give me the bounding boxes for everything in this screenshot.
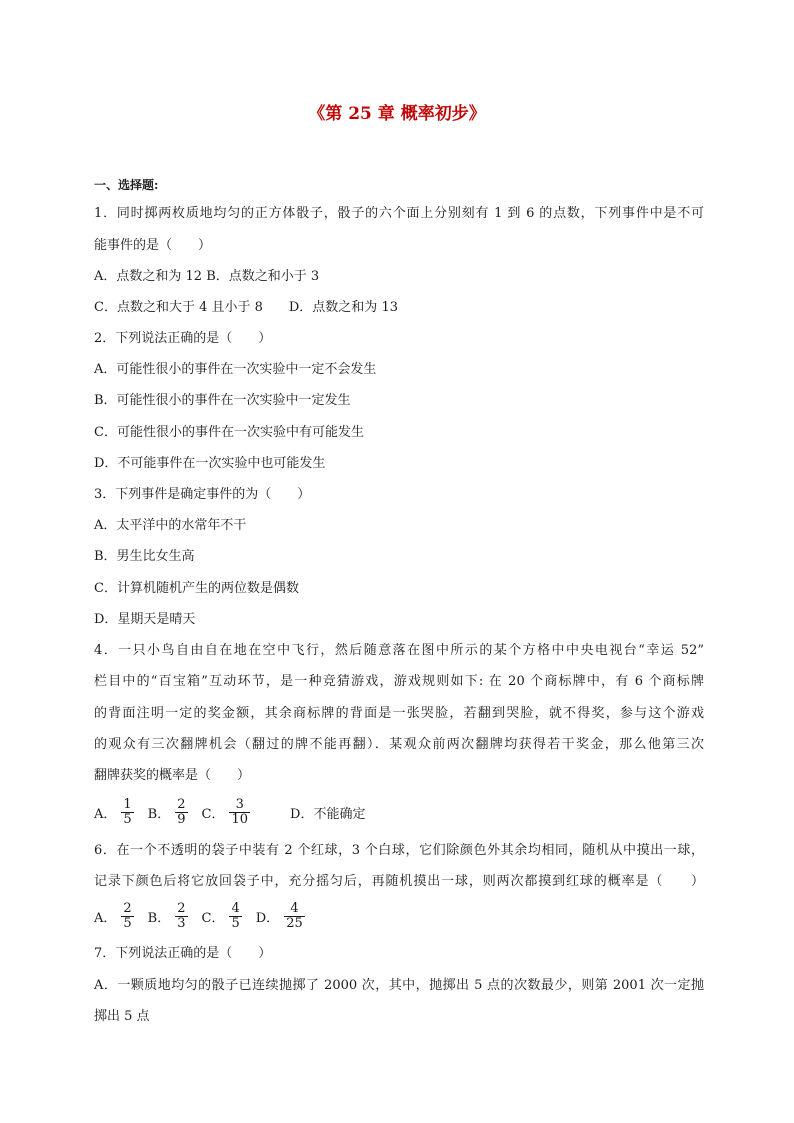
q6-option-d: D． $\frac{4}{25}$ [255,900,303,931]
q6-option-a: A． $\frac{2}{5}$ [94,900,132,931]
q4-option-c: C． $\frac{3}{10}$ [201,796,249,827]
q6-stem-line-1: 6．在一个不透明的袋子中装有 2 个红球，3 个白球，它们除颜色外其余均相同，随机从中摸出一球， [94,843,704,858]
section-heading: 一、选择题: [94,178,159,192]
q3-option-b: B．男生比女生高 [94,549,195,564]
q4-option-d: D．不能确定 [290,806,366,822]
q6-option-b: B． $\frac{2}{3}$ [147,900,186,931]
q4-stem-line-5: 翻牌获奖的概率是（ ） [94,768,251,783]
q4-stem-line-4: 的观众有三次翻牌机会（翻过的牌不能再翻）．某观众前两次翻牌均获得若干奖金，那么他第三次 [94,737,704,752]
q2-option-a: A．可能性很小的事件在一次实验中一定不会发生 [94,362,377,377]
q2-option-d: D．不可能事件在一次实验中也可能发生 [94,456,326,471]
q1-options-line-1: A．点数之和为 12 B．点数之和小于 3 [94,269,320,284]
fraction: $\frac{4}{25}$ [286,900,303,931]
q4-stem-line-2: 栏目中的“百宝箱”互动环节，是一种竞猜游戏，游戏规则如下: 在 20 个商标牌中，有 6 个商标牌 [94,674,704,689]
q1-stem-line-1: 1．同时掷两枚质地均匀的正方体骰子，骰子的六个面上分别刻有 1 到 6 的点数，下列事件中是不可 [94,206,704,221]
q7-option-a-line-1: A．一颗质地均匀的骰子已连续抛掷了 2000 次，其中，抛掷出 5 点的次数最少，则第 2001 次一定抛 [94,978,704,993]
q4-stem-line-1: 4．一只小鸟自由自在地在空中飞行，然后随意落在图中所示的某个方格中中央电视台“幸运 52” [94,643,704,658]
q2-option-b: B．可能性很小的事件在一次实验中一定发生 [94,393,351,408]
q3-option-d: D．星期天是晴天 [94,612,196,627]
q1-options-line-2: C．点数之和大于 4 且小于 8 D．点数之和为 13 [94,300,398,315]
q3-stem: 3．下列事件是确定事件的为（ ） [94,487,311,502]
q6-stem-line-2: 记录下颜色后将它放回袋子中，充分摇匀后，再随机摸出一球，则两次都摸到红球的概率是（ ） [94,874,704,889]
q4-options [94,797,365,827]
fraction: $\frac{3}{10}$ [231,796,249,827]
q6-options [94,901,305,931]
q7-stem: 7．下列说法正确的是（ ） [94,946,272,961]
fraction: $\frac{2}{5}$ [123,900,132,931]
q7-option-a-line-2: 掷出 5 点 [94,1009,150,1024]
fraction: $\frac{2}{9}$ [177,796,186,827]
q4-stem-line-3: 的背面注明一定的奖金额，其余商标牌的背面是一张哭脸，若翻到哭脸，就不得奖，参与这个游戏 [94,706,704,721]
page-title: 《第 25 章 概率初步》 [308,104,486,124]
q3-option-a: A．太平洋中的水常年不干 [94,518,247,533]
fraction: $\frac{2}{3}$ [177,900,186,931]
fraction: $\frac{4}{5}$ [231,900,240,931]
q3-option-c: C．计算机随机产生的两位数是偶数 [94,581,299,596]
q1-stem-line-2: 能事件的是（ ） [94,238,212,253]
q2-option-c: C．可能性很小的事件在一次实验中有可能发生 [94,425,364,440]
q2-stem: 2．下列说法正确的是（ ） [94,331,272,346]
q6-option-c: C． $\frac{4}{5}$ [201,900,240,931]
q4-option-a: A． $\frac{1}{5}$ [94,796,132,827]
fraction: $\frac{1}{5}$ [123,796,132,827]
q4-option-b: B． $\frac{2}{9}$ [147,796,186,827]
